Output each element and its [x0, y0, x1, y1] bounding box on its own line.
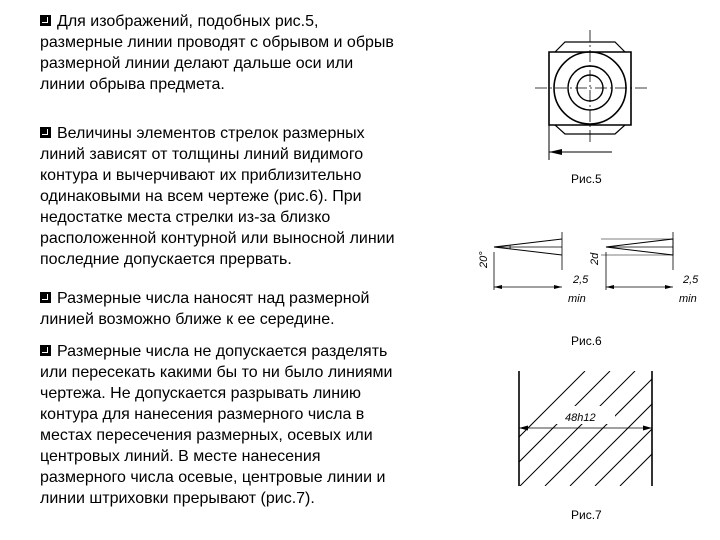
- paragraph-2-line-5: недостатке места стрелки из-за близко: [40, 209, 331, 226]
- paragraph-4-line-4: контура для нанесения размерного числа в: [40, 406, 365, 423]
- length-label-right: 2,5: [683, 274, 699, 286]
- paragraph-1-line-3: размерной линии делают дальше оси или: [40, 55, 354, 72]
- length-label-left: 2,5: [573, 274, 589, 286]
- paragraph-4-line-7: размерного числа осевые, центровые линии и: [40, 469, 386, 486]
- dimension-value: 48h12: [565, 412, 596, 424]
- paragraph-3-line-2: линией возможно ближе к ее середине.: [40, 311, 335, 328]
- angle-label: 20°: [478, 251, 490, 268]
- paragraph-4-line-5: местах пересечения размерных, осевых или: [40, 427, 373, 444]
- dimension-arrow: [549, 149, 562, 155]
- paragraph-1-line-4: линии обрыва предмета.: [40, 76, 225, 93]
- paragraph-1-line-1: Для изображений, подобных рис.5,: [57, 13, 319, 30]
- figure-5-caption: Рис.5: [571, 172, 602, 186]
- min-label-left: min: [568, 293, 586, 305]
- paragraph-3-line-1: Размерные числа наносят над размерной: [57, 290, 370, 307]
- figure-6-caption: Рис.6: [571, 334, 602, 348]
- paragraph-4-line-3: чертежа. Не допускается разрывать линию: [40, 385, 362, 402]
- paragraph-4-line-2: или пересекать какими бы то ни было линиями: [40, 364, 393, 381]
- paragraph-2-line-1: Величины элементов стрелок размерных: [57, 125, 365, 142]
- paragraph-1-line-2: размерные линии проводят с обрывом и обрыв: [40, 34, 394, 51]
- paragraph-4-line-6: центровых линий. В месте нанесения: [40, 448, 321, 465]
- paragraph-2-line-4: одинаковыми на всем чертеже (рис.6). При: [40, 188, 362, 205]
- figure-7: [470, 371, 720, 486]
- paragraph-4-line-1: Размерные числа не допускается разделять: [57, 343, 388, 360]
- paragraph-2-line-2: линий зависят от толщины линий видимого: [40, 146, 364, 163]
- paragraph-4-line-8: линии штриховки прерывают (рис.7).: [40, 490, 315, 507]
- width-label: 2d: [589, 252, 601, 265]
- paragraph-2-line-3: контура и вычерчивают их приблизительно: [40, 167, 362, 184]
- paragraph-2-line-7: последние допускается прервать.: [40, 251, 292, 268]
- figure-7-caption: Рис.7: [571, 508, 602, 522]
- paragraph-2-line-6: расположенной контурной или выносной линии: [40, 230, 395, 247]
- min-label-right: min: [679, 293, 697, 305]
- figure-5: [535, 30, 650, 160]
- hatching: [470, 371, 720, 486]
